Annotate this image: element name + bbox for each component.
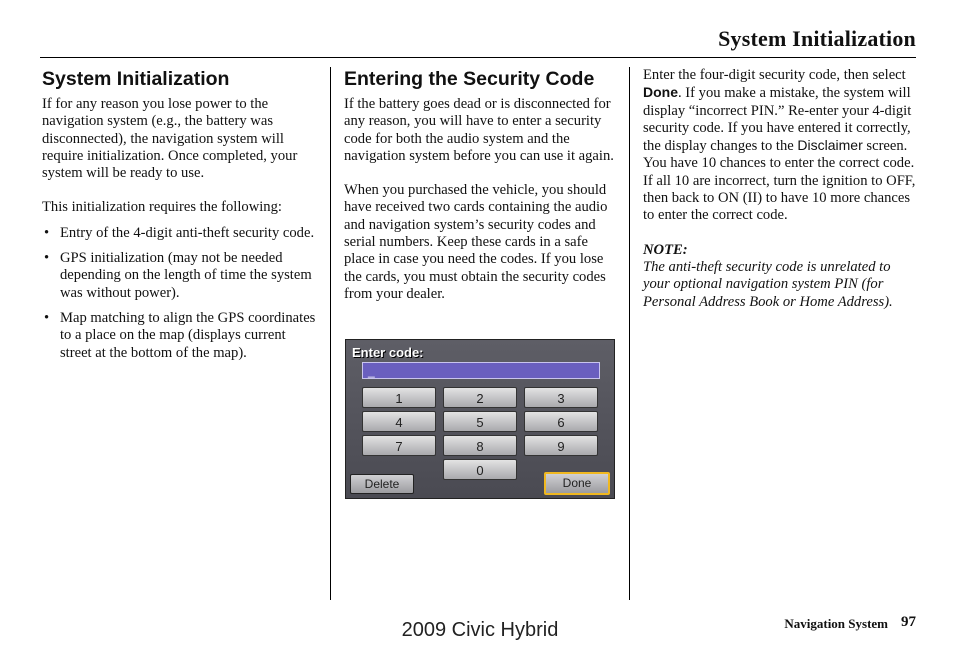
battery-paragraph: If the battery goes dead or is disconnected for any reason, you will have to enter a security code for both the audio system and the navigation system before you can use it again. bbox=[344, 96, 614, 164]
enter-code-paragraph: Enter the four-digit security code, then select Done. If you make a mistake, the system will display “incorrect PIN.” Re-enter your 4-digit security code. If you have entered it correctly, the display changes to the Disclaimer screen. You have 10 chances to enter the correct code. If all 10 are incorrect, turn the ignition to OFF, then back to ON (II) to have 10 more chances to enter the correct code. bbox=[643, 67, 916, 224]
key-0[interactable]: 0 bbox=[443, 459, 517, 480]
column-2 bbox=[344, 67, 620, 320]
key-7[interactable]: 7 bbox=[362, 435, 436, 456]
column-1 bbox=[42, 67, 320, 370]
page-number: 97 bbox=[901, 614, 916, 630]
requirements-list bbox=[42, 225, 320, 362]
section-heading-security-code: Entering the Security Code bbox=[344, 68, 595, 90]
note-text: The anti-theft security code is unrelated to your optional navigation system PIN (for Personal Address Book or Home Address). bbox=[643, 258, 893, 310]
list-item: • Entry of the 4-digit anti-theft security code. bbox=[44, 224, 315, 241]
enter-code-screen bbox=[345, 339, 615, 499]
cards-paragraph: When you purchased the vehicle, you should have received two cards containing the audio and navigation system’s security codes and serial numbers. Keep these cards in a safe place in case you need the codes. If you lose the cards, you must obtain the security codes from your dealer. bbox=[344, 182, 608, 302]
key-3[interactable]: 3 bbox=[524, 387, 598, 408]
list-item: • Map matching to align the GPS coordinates to a place on the map (displays current street at the bottom of the map). bbox=[44, 309, 316, 361]
key-5[interactable]: 5 bbox=[443, 411, 517, 432]
delete-button[interactable]: Delete bbox=[350, 474, 414, 494]
screen-title: Enter code: bbox=[352, 345, 424, 360]
key-8[interactable]: 8 bbox=[443, 435, 517, 456]
key-1[interactable]: 1 bbox=[362, 387, 436, 408]
done-term: Done bbox=[643, 84, 678, 101]
footer-section-label: Navigation System bbox=[784, 616, 888, 631]
column-divider-1 bbox=[330, 67, 331, 600]
header-rule bbox=[40, 57, 916, 58]
requirements-paragraph: This initialization requires the following: bbox=[42, 199, 282, 216]
key-4[interactable]: 4 bbox=[362, 411, 436, 432]
key-2[interactable]: 2 bbox=[443, 387, 517, 408]
code-entry-field[interactable]: _ bbox=[362, 362, 600, 379]
intro-paragraph: If for any reason you lose power to the navigation system (e.g., the battery was disconnected), the navigation system will require initialization. Once completed, your system will be ready to use. bbox=[42, 96, 298, 182]
column-3 bbox=[643, 67, 918, 311]
key-6[interactable]: 6 bbox=[524, 411, 598, 432]
disclaimer-term: Disclaimer bbox=[797, 137, 863, 154]
note-heading: NOTE: bbox=[643, 241, 688, 258]
done-button[interactable]: Done bbox=[544, 472, 610, 495]
column-divider-2 bbox=[629, 67, 630, 600]
key-9[interactable]: 9 bbox=[524, 435, 598, 456]
section-heading-system-initialization: System Initialization bbox=[42, 68, 230, 90]
watermark-text: 2009 Civic Hybrid bbox=[401, 619, 559, 641]
list-item: • GPS initialization (may not be needed depending on the length of time the system was without power). bbox=[44, 250, 312, 301]
page-header-title: System Initialization bbox=[718, 26, 916, 51]
